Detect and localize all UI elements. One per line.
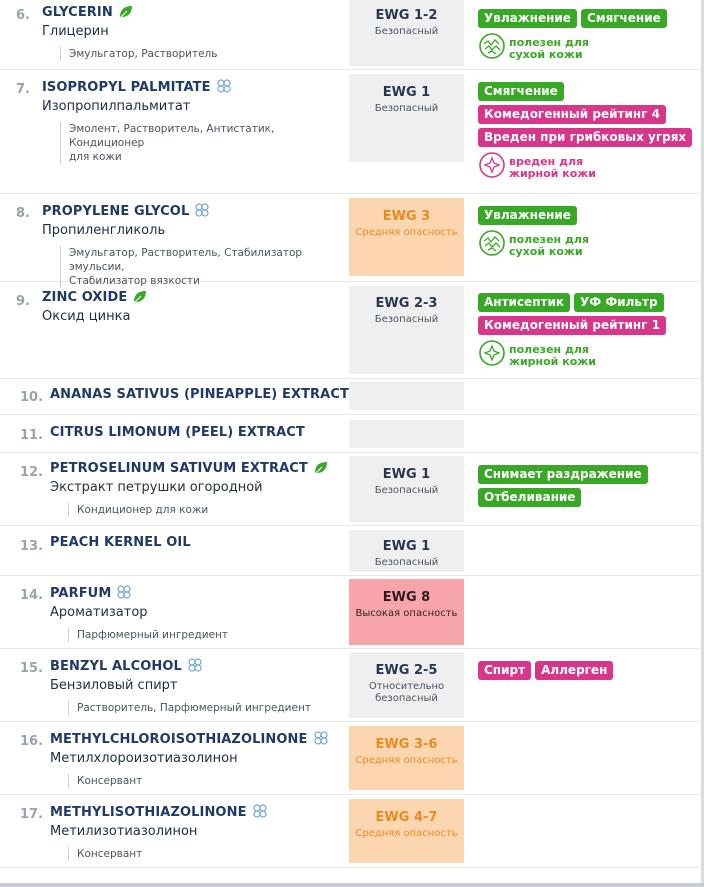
inci-name[interactable]: METHYLCHLOROISOTHIAZOLINONE xyxy=(50,732,308,747)
ewg-score: EWG 8 xyxy=(382,590,431,605)
inci-name[interactable]: PROPYLENE GLYCOL xyxy=(42,204,190,219)
oily-skin-icon xyxy=(478,151,506,184)
molecule-icon xyxy=(313,730,329,750)
molecule-icon xyxy=(187,657,203,677)
molecule-icon xyxy=(252,803,268,823)
property-tag[interactable]: Отбеливание xyxy=(478,488,581,507)
inci-name[interactable]: PEACH KERNEL OIL xyxy=(50,535,191,550)
skin-note-line: полезен для xyxy=(509,232,589,246)
ingredient-row[interactable] xyxy=(0,526,700,576)
property-tag[interactable]: Смягчение xyxy=(478,82,564,101)
ewg-score: EWG 1 xyxy=(382,539,431,554)
ingredient-row[interactable] xyxy=(0,70,700,194)
ingredient-ru-name: Метилизотиазолинон xyxy=(50,824,198,839)
ingredient-name-block xyxy=(50,803,350,861)
inci-name[interactable]: CITRUS LIMONUM (PEEL) EXTRACT xyxy=(50,425,305,440)
ingredient-number: 13. xyxy=(20,539,44,554)
property-tag[interactable]: Смягчение xyxy=(581,9,667,28)
ingredient-number: 7. xyxy=(16,82,30,97)
ewg-score: EWG 3 xyxy=(382,209,431,224)
ewg-rating xyxy=(349,382,464,410)
ingredient-row[interactable] xyxy=(0,282,700,379)
ewg-rating xyxy=(349,726,464,790)
ingredient-ru-name: Ароматизатор xyxy=(50,605,148,620)
ewg-rating xyxy=(349,579,464,645)
ewg-score: EWG 1 xyxy=(382,467,431,482)
skin-note-line: жирной кожи xyxy=(509,354,596,368)
ingredient-ru-name: Оксид цинка xyxy=(42,309,131,324)
ingredient-name-block xyxy=(50,657,350,715)
risk-line: безопасный xyxy=(375,693,438,704)
ingredient-ru-name: Экстракт петрушки огородной xyxy=(50,480,263,495)
ingredient-name-block xyxy=(42,202,342,288)
leaf-icon xyxy=(132,290,147,308)
ingredient-ru-name: Бензиловый спирт xyxy=(50,678,178,693)
skin-note-line: полезен для xyxy=(509,35,589,49)
ingredient-name-block xyxy=(50,584,350,642)
molecule-icon xyxy=(216,78,232,98)
property-tag[interactable]: Аллерген xyxy=(535,661,613,680)
risk-line: Относительно xyxy=(368,681,445,692)
molecule-icon xyxy=(194,202,210,222)
ewg-rating xyxy=(349,652,464,718)
property-tags xyxy=(478,82,700,184)
bottom-border xyxy=(0,883,704,887)
function-line: Эмолент, Растворитель, Антистатик, Кондиционер xyxy=(69,123,275,149)
oily-skin-icon xyxy=(478,339,506,372)
ingredient-number: 6. xyxy=(16,8,30,23)
ewg-rating xyxy=(349,0,464,66)
ewg-rating xyxy=(349,530,464,572)
skin-note-line: вреден для xyxy=(509,154,584,168)
property-tag[interactable]: УФ Фильтр xyxy=(574,293,664,312)
dry-skin-icon xyxy=(478,32,506,65)
ewg-score: EWG 2-3 xyxy=(375,296,438,311)
ingredient-name-block xyxy=(42,290,342,324)
ewg-risk: Безопасный xyxy=(374,314,439,325)
ingredient-name-block xyxy=(42,78,342,164)
ewg-risk: Безопасный xyxy=(374,103,439,114)
ingredient-row[interactable] xyxy=(0,722,700,795)
property-tags xyxy=(478,206,700,262)
ingredient-row[interactable] xyxy=(0,795,700,868)
ewg-rating xyxy=(349,198,464,276)
ewg-risk: Безопасный xyxy=(374,557,439,568)
property-tag[interactable]: Снимает раздражение xyxy=(478,465,648,484)
inci-name[interactable]: PARFUM xyxy=(50,586,112,601)
leaf-icon xyxy=(118,5,133,23)
ewg-score: EWG 2-5 xyxy=(375,663,438,678)
inci-name[interactable]: GLYCERIN xyxy=(42,5,113,20)
ingredient-ru-name: Изопропилпальмитат xyxy=(42,99,191,114)
skin-type-note xyxy=(478,32,700,65)
ewg-rating xyxy=(349,799,464,863)
inci-name[interactable]: ANANAS SATIVUS (PINEAPPLE) EXTRACT xyxy=(50,387,349,402)
property-tag[interactable]: Увлажнение xyxy=(478,9,577,28)
ingredient-name-block xyxy=(50,387,350,402)
skin-note-line: сухой кожи xyxy=(509,47,583,61)
ewg-risk xyxy=(349,681,464,705)
property-tag[interactable]: Антисептик xyxy=(478,293,570,312)
inci-name[interactable]: ZINC OXIDE xyxy=(42,290,128,305)
ingredient-name-block xyxy=(50,730,350,788)
property-tag[interactable]: Вреден при грибковых угрях xyxy=(478,128,692,147)
property-tag[interactable]: Спирт xyxy=(478,661,531,680)
skin-type-note xyxy=(478,151,700,184)
ewg-score: EWG 1-2 xyxy=(375,8,438,23)
ewg-risk: Средняя опасность xyxy=(355,227,458,238)
leaf-icon xyxy=(313,461,328,479)
property-tags xyxy=(478,293,700,372)
ingredient-name-block xyxy=(42,5,342,61)
ingredient-functions: Растворитель, Парфюмерный ингредиент xyxy=(68,701,350,715)
ewg-risk: Средняя опасность xyxy=(355,828,458,839)
ingredient-ru-name: Пропиленгликоль xyxy=(42,223,166,238)
ingredient-name-block xyxy=(50,425,350,440)
skin-note-line: сухой кожи xyxy=(509,244,583,258)
molecule-icon xyxy=(116,584,132,604)
ewg-rating xyxy=(349,456,464,522)
ewg-risk: Высокая опасность xyxy=(355,608,458,619)
inci-name[interactable]: ISOPROPYL PALMITATE xyxy=(42,80,211,95)
ewg-score: EWG 1 xyxy=(382,85,431,100)
ingredient-functions: Эмульгатор, Растворитель xyxy=(60,47,342,61)
ingredient-row[interactable] xyxy=(0,0,700,70)
ingredient-row[interactable] xyxy=(0,415,700,453)
function-line: Стабилизатор вязкости xyxy=(69,275,200,287)
inci-name[interactable]: METHYLISOTHIAZOLINONE xyxy=(50,805,247,820)
ingredient-number: 15. xyxy=(20,661,44,676)
skin-type-note xyxy=(478,229,700,262)
ingredient-functions xyxy=(60,122,342,164)
ewg-risk: Средняя опасность xyxy=(355,755,458,766)
function-line: Эмульгатор, Растворитель, Стабилизатор эмульсии, xyxy=(69,247,303,273)
ingredient-row[interactable] xyxy=(0,194,700,287)
ingredient-functions: Парфюмерный ингредиент xyxy=(68,628,350,642)
ingredient-row[interactable] xyxy=(0,453,700,526)
ingredient-ru-name: Глицерин xyxy=(42,24,109,39)
ingredient-number: 17. xyxy=(20,807,44,822)
ingredient-name-block xyxy=(50,461,350,517)
ingredient-name-block xyxy=(50,535,350,550)
inci-name[interactable]: BENZYL ALCOHOL xyxy=(50,659,182,674)
ingredient-number: 14. xyxy=(20,588,44,603)
property-tag[interactable]: Увлажнение xyxy=(478,206,577,225)
ingredient-number: 8. xyxy=(16,206,30,221)
ewg-risk: Безопасный xyxy=(374,26,439,37)
ingredient-ru-name: Метилхлороизотиазолинон xyxy=(50,751,238,766)
ingredient-row[interactable] xyxy=(0,576,700,649)
property-tags xyxy=(478,9,700,65)
ingredient-number: 9. xyxy=(16,294,30,309)
property-tag[interactable]: Комедогенный рейтинг 1 xyxy=(478,316,666,335)
ingredient-number: 10. xyxy=(20,390,44,405)
skin-type-note xyxy=(478,339,700,372)
skin-note-line: жирной кожи xyxy=(509,166,596,180)
ingredient-functions: Консервант xyxy=(68,774,350,788)
ingredient-row[interactable] xyxy=(0,379,700,415)
ingredient-row[interactable] xyxy=(0,649,700,722)
inci-name[interactable]: PETROSELINUM SATIVUM EXTRACT xyxy=(50,461,308,476)
dry-skin-icon xyxy=(478,229,506,262)
property-tags xyxy=(478,465,700,511)
ewg-score: EWG 3-6 xyxy=(375,737,438,752)
ingredient-number: 16. xyxy=(20,734,44,749)
ewg-rating xyxy=(349,286,464,374)
ingredient-functions: Кондиционер для кожи xyxy=(68,503,350,517)
property-tags xyxy=(478,661,700,684)
ingredient-number: 11. xyxy=(20,428,44,443)
ewg-score: EWG 4-7 xyxy=(375,810,438,825)
ewg-risk: Безопасный xyxy=(374,485,439,496)
ewg-rating xyxy=(349,420,464,448)
ewg-rating xyxy=(349,74,464,162)
function-line: для кожи xyxy=(69,151,122,163)
ingredient-functions: Консервант xyxy=(68,847,350,861)
skin-note-line: полезен для xyxy=(509,342,589,356)
property-tag[interactable]: Комедогенный рейтинг 4 xyxy=(478,105,666,124)
ingredient-number: 12. xyxy=(20,465,44,480)
